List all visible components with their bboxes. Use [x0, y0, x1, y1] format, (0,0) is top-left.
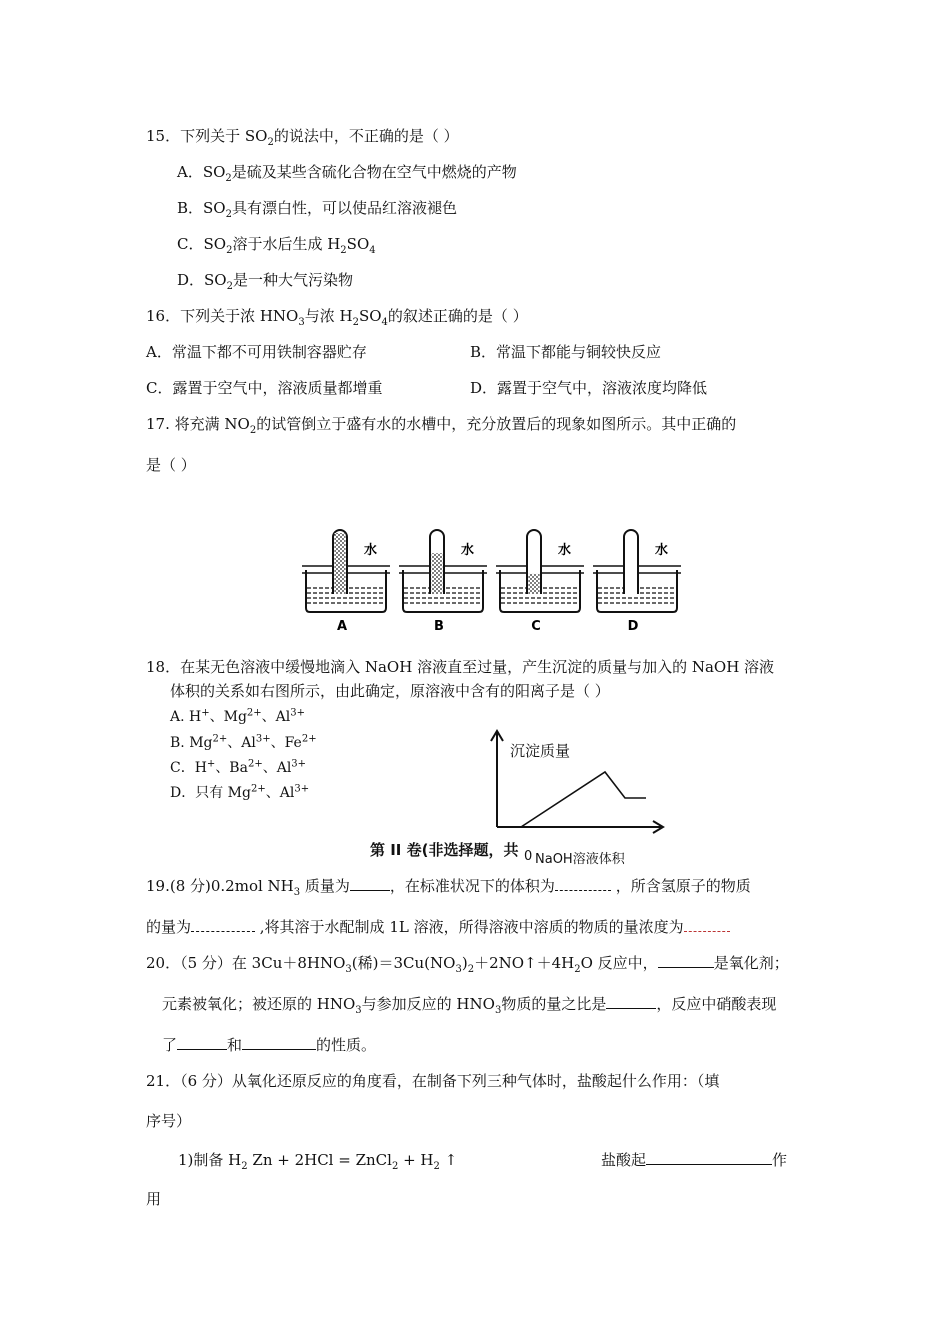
- q15-option-c: C．$SO_2$溶于水后生成 $H_2SO_4$: [177, 235, 376, 256]
- graph-origin: 0: [524, 849, 533, 864]
- q15-option-b: B．$SO_2$具有漂白性，可以使品红溶液褪色: [177, 199, 457, 220]
- figure-label: B: [434, 619, 444, 634]
- q16-option-a: A．常温下都不可用铁制容器贮存: [146, 343, 367, 361]
- q20-blank-3[interactable]: [177, 1035, 227, 1050]
- q18-stem: 18．在某无色溶液中缓慢地滴入 NaOH 溶液直至过量，产生沉淀的质量与加入的 NaOH 溶液: [146, 658, 775, 676]
- q17-figure: [298, 518, 698, 638]
- q21-blank-1[interactable]: [646, 1150, 772, 1165]
- beaker-d: [593, 530, 681, 634]
- liquid-level: [335, 533, 346, 594]
- q15-option-a: A．$SO_2$是硫及某些含硫化合物在空气中燃烧的产物: [177, 163, 517, 184]
- q20-line3: 了 和 的性质。: [162, 1036, 377, 1054]
- q19-blank-3[interactable]: [191, 917, 255, 932]
- water-label: 水: [461, 543, 475, 558]
- q19-line1: 19.(8 分)0.2mol $NH_3$ 质量为 ，在标准状况下的体积为 ，所含氢原子的物质: [146, 877, 751, 898]
- q19-blank-4[interactable]: [684, 917, 730, 932]
- figure-label: D: [627, 619, 639, 634]
- q20-line1: 20．（5 分）在 $3Cu+8HNO_3$(稀)$=3Cu(NO_3)_2+2NO↑+4H_2O$ 反应中， 是氧化剂；: [146, 954, 789, 975]
- q18-option-c: C．H+、$Ba^{2+}$、$Al^{3+}$: [170, 758, 307, 776]
- beaker-b: [399, 530, 487, 634]
- q18-option-b: B. $Mg^{2+}$、$Al^{3+}$、$Fe^{2+}$: [170, 733, 317, 751]
- q18-stem-cont: 体积的关系如右图所示，由此确定，原溶液中含有的阳离子是（ ）: [170, 682, 610, 700]
- q15-option-d: D．$SO_2$是一种大气污染物: [177, 271, 353, 292]
- section-title: 第 II 卷(非选择题，共: [370, 841, 519, 859]
- q20-line2: 元素被氧化；被还原的 $HNO_3$与参加反应的 $HNO_3$物质的量之比是 ，反应中硝酸表现: [162, 995, 777, 1016]
- q18-option-d: D．只有 $Mg^{2+}$、$Al^{3+}$: [170, 783, 310, 801]
- precipitate-curve: [521, 772, 646, 827]
- q16-stem: 16．下列关于浓 $HNO_3$与浓 $H_2SO_4$的叙述正确的是（ ）: [146, 307, 528, 328]
- q21-line3-answer: 盐酸起 作: [601, 1151, 788, 1169]
- water-label: 水: [655, 543, 669, 558]
- q16-option-c: C．露置于空气中，溶液质量都增重: [146, 379, 383, 397]
- figure-label: A: [336, 619, 348, 634]
- water-label: 水: [364, 543, 378, 558]
- q19-line2: 的量为 ,将其溶于水配制成 1L 溶液，所得溶液中溶质的物质的量浓度为: [146, 917, 730, 937]
- graph-x-label: NaOH溶液体积: [535, 852, 625, 867]
- graph-y-label: 沉淀质量: [510, 742, 571, 760]
- q20-blank-1[interactable]: [658, 953, 714, 968]
- liquid-level: [529, 574, 540, 594]
- liquid-level: [432, 553, 443, 594]
- q15-stem: 15．下列关于 $SO_2$的说法中，不正确的是（ ）: [146, 127, 459, 148]
- q21-line4: 用: [146, 1190, 162, 1208]
- figure-label: C: [531, 619, 541, 634]
- q17-stem-cont: 是（ ）: [146, 456, 196, 474]
- beaker-c: [496, 530, 584, 634]
- q17-stem: 17. 将充满 $NO_2$的试管倒立于盛有水的水槽中，充分放置后的现象如图所示。其中正确的: [146, 415, 737, 436]
- q16-option-d: D．露置于空气中，溶液浓度均降低: [470, 379, 708, 397]
- q20-blank-2[interactable]: [606, 994, 656, 1009]
- water-label: 水: [558, 543, 572, 558]
- q19-blank-1[interactable]: [350, 876, 390, 891]
- q20-blank-4[interactable]: [242, 1035, 316, 1050]
- q19-blank-2[interactable]: [555, 876, 611, 891]
- q21-line3: 1)制备 $H_2$ Zn + 2HCl = ZnCl$_2$ + $H_2$ ↑: [178, 1151, 458, 1172]
- q21-line2: 序号）: [146, 1112, 192, 1130]
- beaker-a: [302, 530, 390, 634]
- q18-option-a: A. H+、$Mg^{2+}$、$Al^{3+}$: [170, 707, 306, 725]
- q21-line1: 21．（6 分）从氧化还原反应的角度看，在制备下列三种气体时，盐酸起什么作用：（填: [146, 1072, 720, 1090]
- q16-option-b: B．常温下都能与铜较快反应: [470, 343, 662, 361]
- test-tube: [624, 530, 638, 594]
